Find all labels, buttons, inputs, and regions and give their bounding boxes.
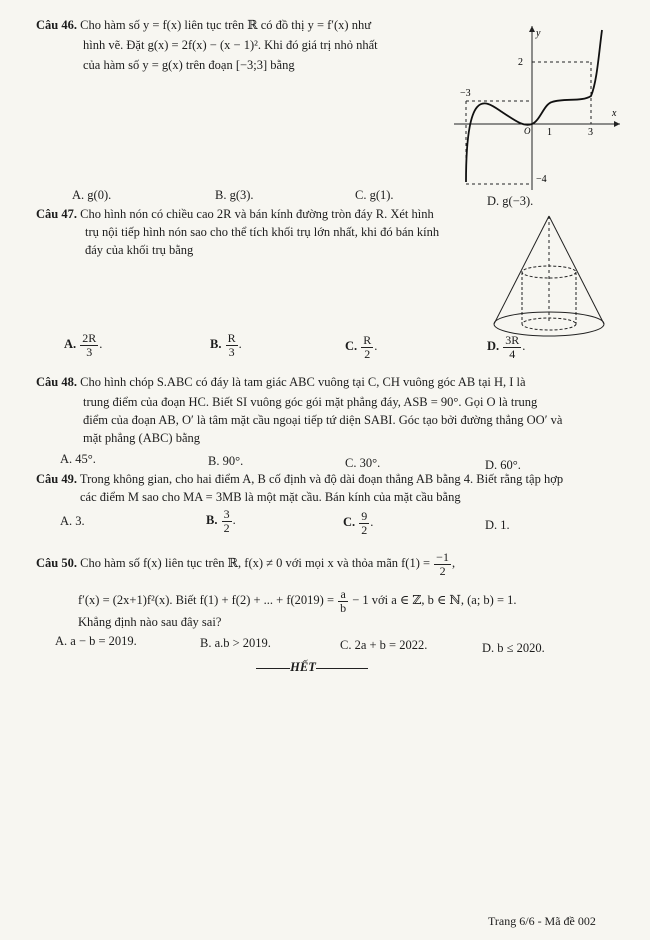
q46-line3: của hàm số y = g(x) trên đoạn [−3;3] bằng [83, 58, 295, 72]
q48-line2: trung điểm của đoạn HC. Biết SI vuông góc gói mặt phẳng đáy, ASB = 90°. Gọi O là trung [83, 395, 538, 409]
y-axis-arrow-icon [529, 26, 535, 32]
q48-option-a: A. 45°. [60, 452, 96, 466]
q46-derivative-graph [452, 22, 622, 192]
q50-frac-ab: $\frac{a}{b}$ [340, 587, 347, 615]
x-axis-arrow-icon [614, 121, 620, 127]
q50-text1: Cho hàm số f(x) liên tục trên ℝ, f(x) ≠ 0 với mọi x và thỏa mãn f(1) = [80, 555, 431, 570]
tick-2: 2 [518, 57, 523, 68]
q47-number: Câu 47. [36, 207, 77, 221]
q47-line1 [36, 207, 434, 223]
q47-text1: Cho hình nón có chiều cao 2R và bán kính đường tròn đáy R. Xét hình [80, 207, 434, 221]
q50-option-c: C. 2a + b = 2022. [340, 638, 428, 652]
tick-minus4: −4 [536, 174, 547, 185]
q49-line1 [36, 472, 563, 488]
q49-option-c: C. $\frac{9}{2}$ . [343, 509, 374, 537]
q50-option-a: A. a − b = 2019. [55, 634, 137, 648]
derivative-curve [466, 30, 602, 182]
tick-1: 1 [547, 127, 552, 138]
q48-number: Câu 48. [36, 375, 77, 389]
q49-option-d: D. 1. [485, 518, 510, 532]
q46-option-b: B. g(3). [215, 188, 254, 202]
q50-frac-f1: $\frac{-1}{2}$ [436, 550, 449, 578]
q50-option-d: D. b ≤ 2020. [482, 641, 545, 655]
q47-frac-c: $\frac{R}{2}$ [363, 333, 372, 361]
q50-line1: Câu 50. Cho hàm số f(x) liên tục trên ℝ, f(x) ≠ 0 với mọi x và thỏa mãn f(1) = $\frac{-1}{2}$ , [36, 550, 456, 578]
tick-3: 3 [588, 127, 593, 138]
q50-text2b: − 1 với a ∈ ℤ, b ∈ ℕ, (a; b) = 1. [352, 592, 517, 607]
end-rule-left [256, 668, 290, 669]
q49-option-b: B. $\frac{3}{2}$ . [206, 507, 236, 535]
q49-frac-c: $\frac{9}{2}$ [361, 509, 368, 537]
q50-line3: Khẳng định nào sau đây sai? [78, 615, 222, 629]
q47-line2: trụ nội tiếp hình nón sao cho thể tích khối trụ lớn nhất, khi đó bán kính [85, 225, 440, 239]
q48-line1 [36, 375, 526, 391]
label-x: x [612, 108, 617, 119]
q46-option-d: D. g(−3). [487, 194, 534, 208]
q46-line2: hình vẽ. Đặt g(x) = 2f(x) − (x − 1)². Khi đó giá trị nhỏ nhất [83, 38, 378, 52]
q47-frac-b: $\frac{R}{3}$ [227, 331, 236, 359]
q46-option-c: C. g(1). [355, 188, 394, 202]
q49-text1: Trong không gian, cho hai điểm A, B cố định và độ dài đoạn thẳng AB bằng 4. Biết rằng tập hợp [79, 472, 564, 486]
q48-option-d: D. 60°. [485, 458, 521, 472]
q48-option-b: B. 90°. [208, 454, 244, 468]
q46-line1 [36, 18, 371, 34]
q48-text1: Cho hình chóp S.ABC có đáy là tam giác ABC vuông tại C, CH vuông góc AB tại H, I là [80, 375, 526, 389]
q47-frac-d: $\frac{3R}{4}$ [505, 333, 520, 361]
q47-line3: đáy của khối trụ bằng [85, 243, 194, 257]
end-rule-right [316, 668, 368, 669]
q49-option-a: A. 3. [60, 514, 85, 528]
q47-option-a: A. $\frac{2R}{3}$ . [64, 331, 103, 359]
q46-option-a: A. g(0). [72, 188, 112, 202]
q47-option-d: D. $\frac{3R}{4}$ . [487, 333, 526, 361]
q50-text2a: f′(x) = (2x+1)f²(x). Biết f(1) + f(2) + ... + f(2019) = [78, 592, 334, 607]
q46-number: Câu 46. [36, 18, 77, 32]
end-mark: HẾT [248, 660, 376, 676]
q50-line2 [78, 588, 517, 614]
q47-cone-figure [488, 212, 610, 340]
q47-option-c: C. $\frac{R}{2}$ . [345, 333, 378, 361]
q47-option-b: B. $\frac{R}{3}$ . [210, 331, 242, 359]
q48-line3: điểm của đoạn AB, O′ là tâm mặt cầu ngoại tiếp tứ diện SABI. Góc tạo bởi đường thẳng OO′ và [83, 413, 563, 427]
tick-minus3: −3 [460, 88, 471, 99]
q46-text1: Cho hàm số y = f(x) liên tục trên ℝ có đồ thị y = f′(x) như [80, 18, 371, 32]
q50-option-b: B. a.b > 2019. [200, 636, 271, 650]
q50-number: Câu 50. [36, 555, 77, 570]
q47-frac-a: $\frac{2R}{3}$ [82, 331, 97, 359]
q48-option-c: C. 30°. [345, 456, 381, 470]
label-origin: O [524, 126, 531, 136]
q49-line2: các điểm M sao cho MA = 3MB là một mặt cầu. Bán kính của mặt cầu bằng [80, 490, 461, 504]
q49-frac-b: $\frac{3}{2}$ [223, 507, 230, 535]
label-y: y [536, 28, 541, 39]
q48-line4: mặt phẳng (ABC) bằng [83, 431, 200, 445]
q49-number: Câu 49. [36, 472, 77, 486]
page-footer: Trang 6/6 - Mã đề 002 [488, 914, 596, 928]
